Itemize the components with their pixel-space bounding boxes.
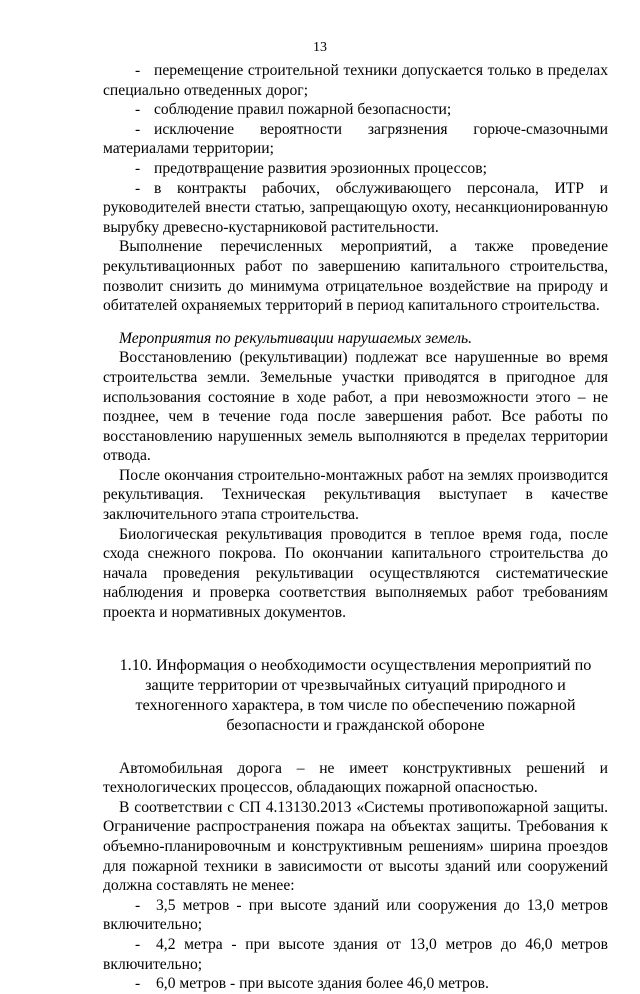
list-marker: - — [135, 62, 141, 79]
list-marker: - — [135, 101, 141, 119]
list-item-text: 3,5 метров - при высоте зданий или сооружения до 13,0 метров включительно; — [103, 896, 608, 934]
paragraph: Восстановлению (рекультивации) подлежат все нарушенные во время строительства земли. Земельные участки приводятся в пригодное для использования состояние в ходе работ, а при невозможности этого – не позднее, чем в течение года после завершения работ. Все работы по восстановлению нарушенных земель выполняются в пределах территории отвода. — [103, 349, 608, 465]
list-item-text: 4,2 метра - при высоте здания от 13,0 метров до 46,0 метров включительно; — [103, 935, 608, 973]
list-marker: - — [135, 159, 141, 177]
list-item — [103, 935, 608, 974]
list-marker: - — [135, 975, 141, 993]
page-body — [103, 61, 608, 994]
paragraph: Автомобильная дорога – не имеет конструктивных решений и технологических процессов, обладающих пожарной опасностью. — [103, 759, 608, 797]
list-item-text: предотвращение развития эрозионных процессов; — [154, 159, 487, 177]
list-item-text: 6,0 метров - при высоте здания более 46,0 метров. — [156, 975, 489, 993]
list-marker: - — [135, 179, 141, 197]
list-item — [103, 974, 608, 994]
list-marker: - — [135, 120, 141, 138]
section-heading: 1.10. Информация о необходимости осуществления мероприятий по защите территории от чрезвычайных ситуаций природного и техногенного характера, в том числе по обеспечению пожарной безопасности и гражданской обороне — [119, 655, 592, 734]
list-item — [103, 896, 608, 935]
list-item — [103, 179, 608, 238]
list-item — [103, 61, 608, 100]
paragraph-measures-effect: Выполнение перечисленных мероприятий, а также проведение рекультивационных работ по завершению капитального строительства, позволит снизить до минимума отрицательное воздействие на природу и обитателей охраняемых территорий в период капитального строительства. — [103, 238, 608, 315]
list-item-text: соблюдение правил пожарной безопасности; — [154, 101, 452, 119]
list-item — [103, 159, 608, 179]
subheading-recultivation: Мероприятия по рекультивации нарушаемых земель. — [119, 329, 473, 347]
paragraph: В соответствии с СП 4.13130.2013 «Системы противопожарной защиты. Ограничение распространения пожара на объектах защиты. Требования к объемно-планировочным и конструктивным решениям» ширина проездов для пожарной техники в зависимости от высоты зданий или сооружений должна составлять не менее: — [103, 798, 608, 895]
paragraph: После окончания строительно-монтажных работ на землях производится рекультивация. Техническая рекультивация выступает в качестве заключительного этапа строительства. — [103, 466, 608, 524]
list-item — [103, 100, 608, 120]
paragraph: Биологическая рекультивация проводится в теплое время года, после схода снежного покрова. По окончании капитального строительства до начала проведения рекультивации осуществляются систематические наблюдения и проверка соответствия выполняемых работ требованиям проекта и нормативных документов. — [103, 525, 608, 622]
list-item — [103, 120, 608, 159]
list-item-text: перемещение строительной техники допускается только в пределах специально отведенных дорог; — [103, 62, 608, 99]
list-item-text: в контракты рабочих, обслуживающего персонала, ИТР и руководителей внести статью, запрещающую охоту, несанкционированную вырубку древесно-кустарниковой растительности. — [103, 179, 608, 236]
page-number: 13 — [313, 40, 327, 55]
list-item-text: исключение вероятности загрязнения горюче-смазочными материалами территории; — [103, 120, 608, 158]
list-marker: - — [135, 935, 141, 953]
list-marker: - — [135, 896, 141, 914]
